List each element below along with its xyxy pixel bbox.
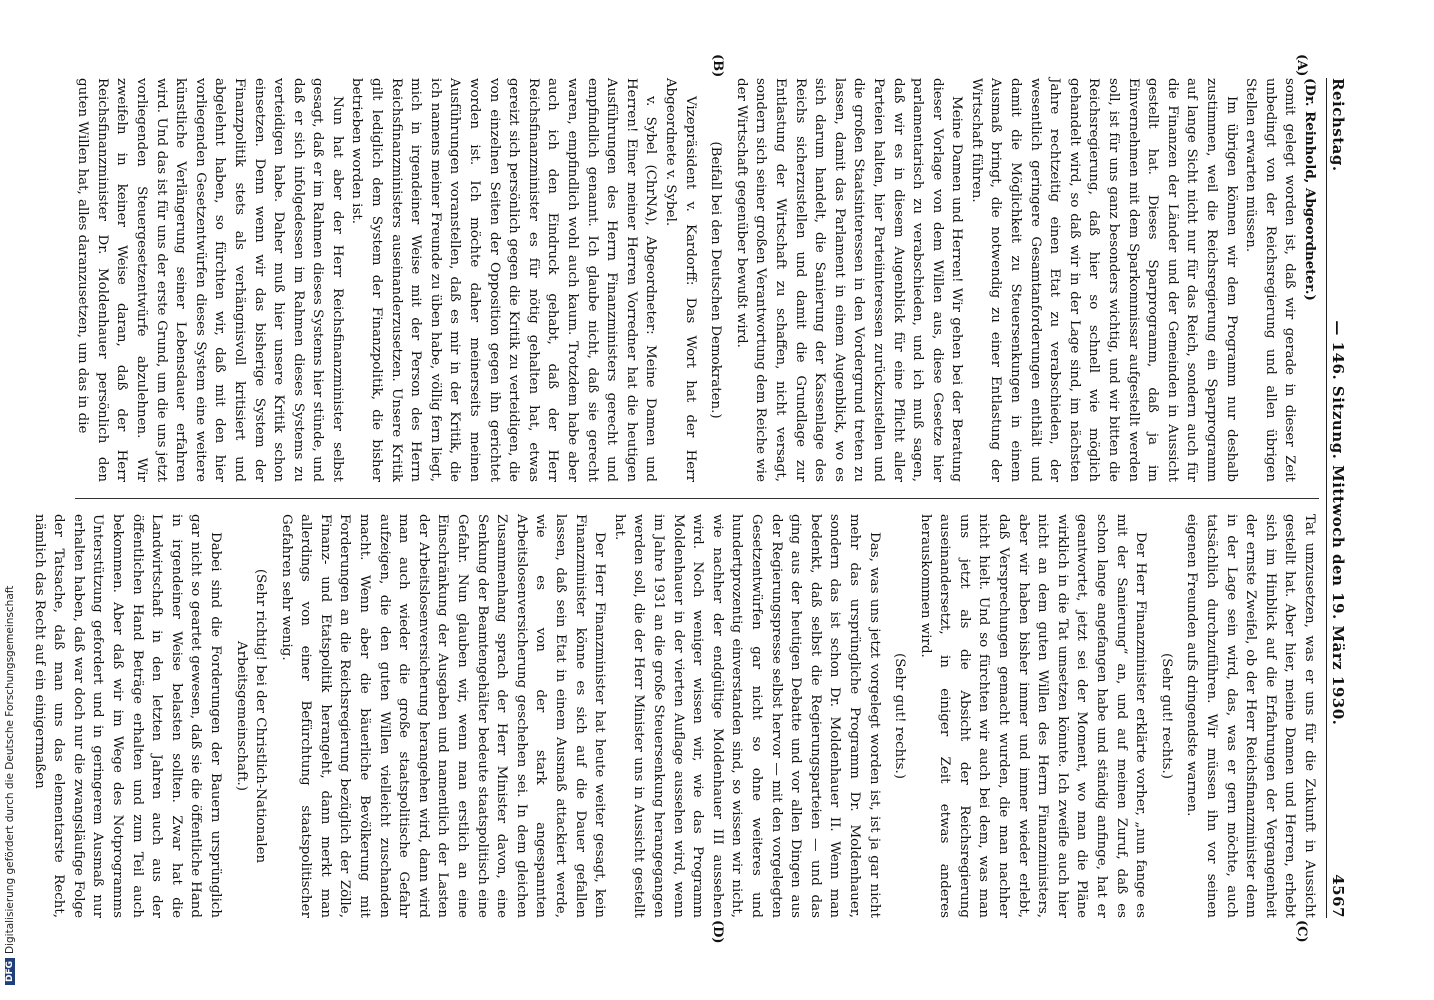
right-column (31, 514, 1319, 918)
column-divider (75, 498, 1319, 499)
dfg-logo: DFG (5, 958, 15, 985)
paragraph: Nun hat aber der Herr Reichsfinanzminister selbst gesagt, daß er im Rahmen dieses Systems hier stünde, und daß er sich infolgedessen im Rahmen dieses Systems zu verteidigen habe. Daher muß hier unsere Kritik schon einsetzen. Denn wenn wir das bisherige System der Finanzpolitik stets als verhängnisvoll kritisiert und abgelehnt haben, so fürchten wir, daß mit den hier vorliegenden Gesetzentwürfen dieses System eine weitere künstliche Verlängerung seiner Lebensdauer erfahren wird. Und das ist für uns der erste Grund, um die uns jetzt vorliegenden Steuergesetzentwürfe abzulehnen. Wir zweifeln in keiner Weise daran, daß der Herr Reichsfinanzminister Dr. Moldenhauer persönlich den guten Willen hat, alles daranzusetzen, um das in die (75, 78, 345, 482)
vice-president-line: Vizepräsident v. Kardorff: Das Wort hat der Herr Abgeordnete v. Sybel. (663, 78, 698, 482)
digitization-credit (2, 0, 18, 985)
marker-d: (D) (710, 920, 725, 944)
header-title: — 146. Sitzung. Mittwoch den 19. März 1930. (1328, 320, 1347, 726)
header-left: Reichstag. (1328, 78, 1347, 172)
left-column (75, 78, 1319, 482)
paragraph: Im übrigen können wir dem Programm nur deshalb zustimmen, weil die Reichsregierung ein Sparprogramm auf lange Sicht nicht nur für das Reich, sondern auch für die Finanzen der Länder und der Gemeinden in Aussicht gestellt hat. Dieses Sparprogramm, daß ja im Einvernehmen mit dem Sparkommissar aufgestellt werden soll, ist für uns ganz besonders wichtig, und wir bitten die Reichsregierung, daß hier so schnell wie möglich gehandelt wird, so daß wir in der Lage sind, im nächsten Jahre rechtzeitig einen Etat zu verabschieden, der wesentlich geringere Gesamtanforderungen enthält und damit die Möglichkeit zu Steuersenkungen in einem Ausmaß bringt, die notwendig zu einer Entlastung der Wirtschaft führen. (968, 78, 1239, 482)
credit-text: Digitalisierung gefördert durch die Deutsche Forschungsgemeinschaft (4, 585, 16, 954)
page-number: 4567 (1328, 874, 1347, 918)
paragraph: Meine Damen und Herren! Wir gehen bei der Beratung dieser Vorlage von dem Willen aus, diese Gesetze hier parlamentarisch zu verabschieden, und ich muß sagen, daß wir es in diesem Augenblick für eine Pflicht aller Parteien halten, hier Parteiinteressen zurückzustellen und die großen Staatsinteressen in den Vordergrund treten zu lassen, damit das Parlament in einem Augenblick, wo es sich darum handelt, die Sanierung der Kassenlage des Reichs sicherzustellen und damit die Grundlage zur Entlastung der Wirtschaft zu schaffen, nicht versagt, sondern sich seiner großen Verantwortung dem Reiche wie der Wirtschaft gegenüber bewußt wird. (733, 78, 965, 482)
applause-note: (Sehr gut! rechts.) (892, 652, 908, 779)
speaker-line: (Dr. Reinhold, Abgeordneter.) (1302, 78, 1318, 301)
paragraph: Tat umzusetzen, was er uns für die Zukunft in Aussicht gestellt hat. Aber hier, meine Damen und Herren, erhebt sich im Hinblick auf die Erfahrungen der Vergangenheit der ernste Zweifel, ob der Herr Reichsfinanzminister denn in der Lage sein wird, das, was er gern möchte, auch tatsächlich durchzuführen. Wir müssen ihn vor seinen eigenen Freunden aufs dringendste warnen. (1184, 514, 1317, 918)
paragraph: Der Herr Finanzminister erklärte vorher, „nun fange es mit der Sanierung“ an, und auf meinen Zuruf, daß es schon lange angefangen habe und ständig anfinge, hat er geantwortet, jetzt sei der Moment, wo man die Pläne wirklich in die Tat umsetzen könnte. Ich zweifle auch hier nicht an dem guten Willen des Herrn Finanzministers, aber wir haben bisher immer und immer wieder erlebt, daß Versprechungen gemacht wurden, die man nachher nicht hielt. Und so fürchten wir auch bei dem, was man uns jetzt als die Absicht der Reichsregierung auseinandersetzt, in einiger Zeit etwas anderes herauskommen wird. (917, 514, 1149, 918)
applause-note: (Sehr richtig! bei der Christlich-Nationalen Arbeitsgemeinschaft.) (233, 568, 269, 864)
paragraph: Dabei sind die Forderungen der Bauern ursprünglich gar nicht so geartet gewesen, daß sie die öffentliche Hand in irgendeiner Weise belasten sollten. Zwar hat die Landwirtschaft in den letzten Jahren auch aus der öffentlichen Hand Beträge erhalten und zum Teil auch bekommen. Aber daß wir im Wege des Notprogramms Unterstützung gefordert und in geringerem Ausmaß nur erhalten haben, daß war doch nur die zwangsläufige Folge der Tatsache, daß man uns das elementarste Recht, nämlich das Recht auf ein einigermaßen (31, 514, 223, 918)
running-header (1326, 78, 1357, 918)
marker-a: (A) (1294, 54, 1309, 77)
rotated-document-page (31, 48, 1367, 948)
applause-note: (Beifall bei den Deutschen Demokraten.) (708, 141, 724, 419)
paragraph: Der Herr Finanzminister hat heute weiter gesagt, kein Finanzminister könne es sich auf die Dauer gefallen lassen, daß sein Etat in einem Ausmaß attackiert werde, wie es von der stark angespannten Arbeitslosenversicherung geschehen sei. In dem gleichen Zusammenhang sprach der Herr Minister davon, eine Senkung der Beamtengehälter bedeute staatspolitisch eine Gefahr. Nun glauben wir, wenn man erstlich an eine Einschränkung der Ausgaben und namentlich der Lasten der Arbeitslosenversicherung herangehen wird, dann wird man auch wieder die große staatspolitische Gefahr aufzeigen, die den guten Willen vielleicht zuschanden macht. Wenn aber die bäuerliche Bevölkerung mit Forderungen an die Reichsregierung bezüglich der Zölle, Finanz- und Etatspolitik herangeht, dann merkt man allerdings von einer Befürchtung staatspolitischer Gefahren sehr wenig. (278, 514, 608, 918)
paragraph: somit gelegt worden ist, daß wir gerade in dieser Zeit unbedingt von der Reichsregierung und allen übrigen Stellen erwarten müssen. (1243, 78, 1298, 482)
paragraph: Das, was uns jetzt vorgelegt worden ist, ist ja gar nicht mehr das ursprüngliche Programm Dr. Moldenhauer, sondern das ist schon Dr. Moldenhauer II. Wenn man bedenkt, daß selbst die Regierungsparteien — und das ging aus der heutigen Debatte und vor allen Dingen aus der Regierungspresse selbst hervor — mit den vorgelegten Gesetzentwürfen gar nicht so ohne weiteres und hundertprozentig einverstanden sind, so wissen wir nicht, wie nachher der endgültige Moldenhauer III aussehen wird. Noch weniger wissen wir, wie das Programm Moldenhauer in der vierten Auflage aussehen wird, wenn im Jahre 1931 an die große Steuersenkung herangegangen werden soll, die der Herr Minister uns in Aussicht gestellt hat. (611, 514, 882, 918)
marker-c: (C) (1294, 920, 1309, 943)
applause-note: (Sehr gut! rechts.) (1158, 652, 1174, 779)
marker-b: (B) (710, 54, 725, 78)
paragraph: v. Sybel (ChrNA), Abgeordneter: Meine Damen und Herren! Einer meiner Herren Vorredner hat die heutigen Ausführungen des Herrn Finanzministers gerecht und empfindlich genannt. Ich glaube nicht, daß sie gerecht waren, empfindlich wohl auch kaum. Trotzdem habe aber auch ich den Eindruck gehabt, daß der Herr Reichsfinanzminister es für nötig gehalten hat, etwas gereizt sich persönlich gegen die Kritik zu verteidigen, die von einzelnen Seiten der Opposition gegen ihn gerichtet worden ist. Ich möchte daher meinerseits meinen Ausführungen voranstellen, daß es mir in der Kritik, die ich namens meiner Freunde zu üben habe, völlig fern liegt, mich in irgendeiner Weise mit der Person des Herrn Reichsfinanzministers auseinanderzusetzen. Unsere Kritik gilt lediglich dem System der Finanzpolitik, die bisher betrieben worden ist. (349, 78, 659, 482)
